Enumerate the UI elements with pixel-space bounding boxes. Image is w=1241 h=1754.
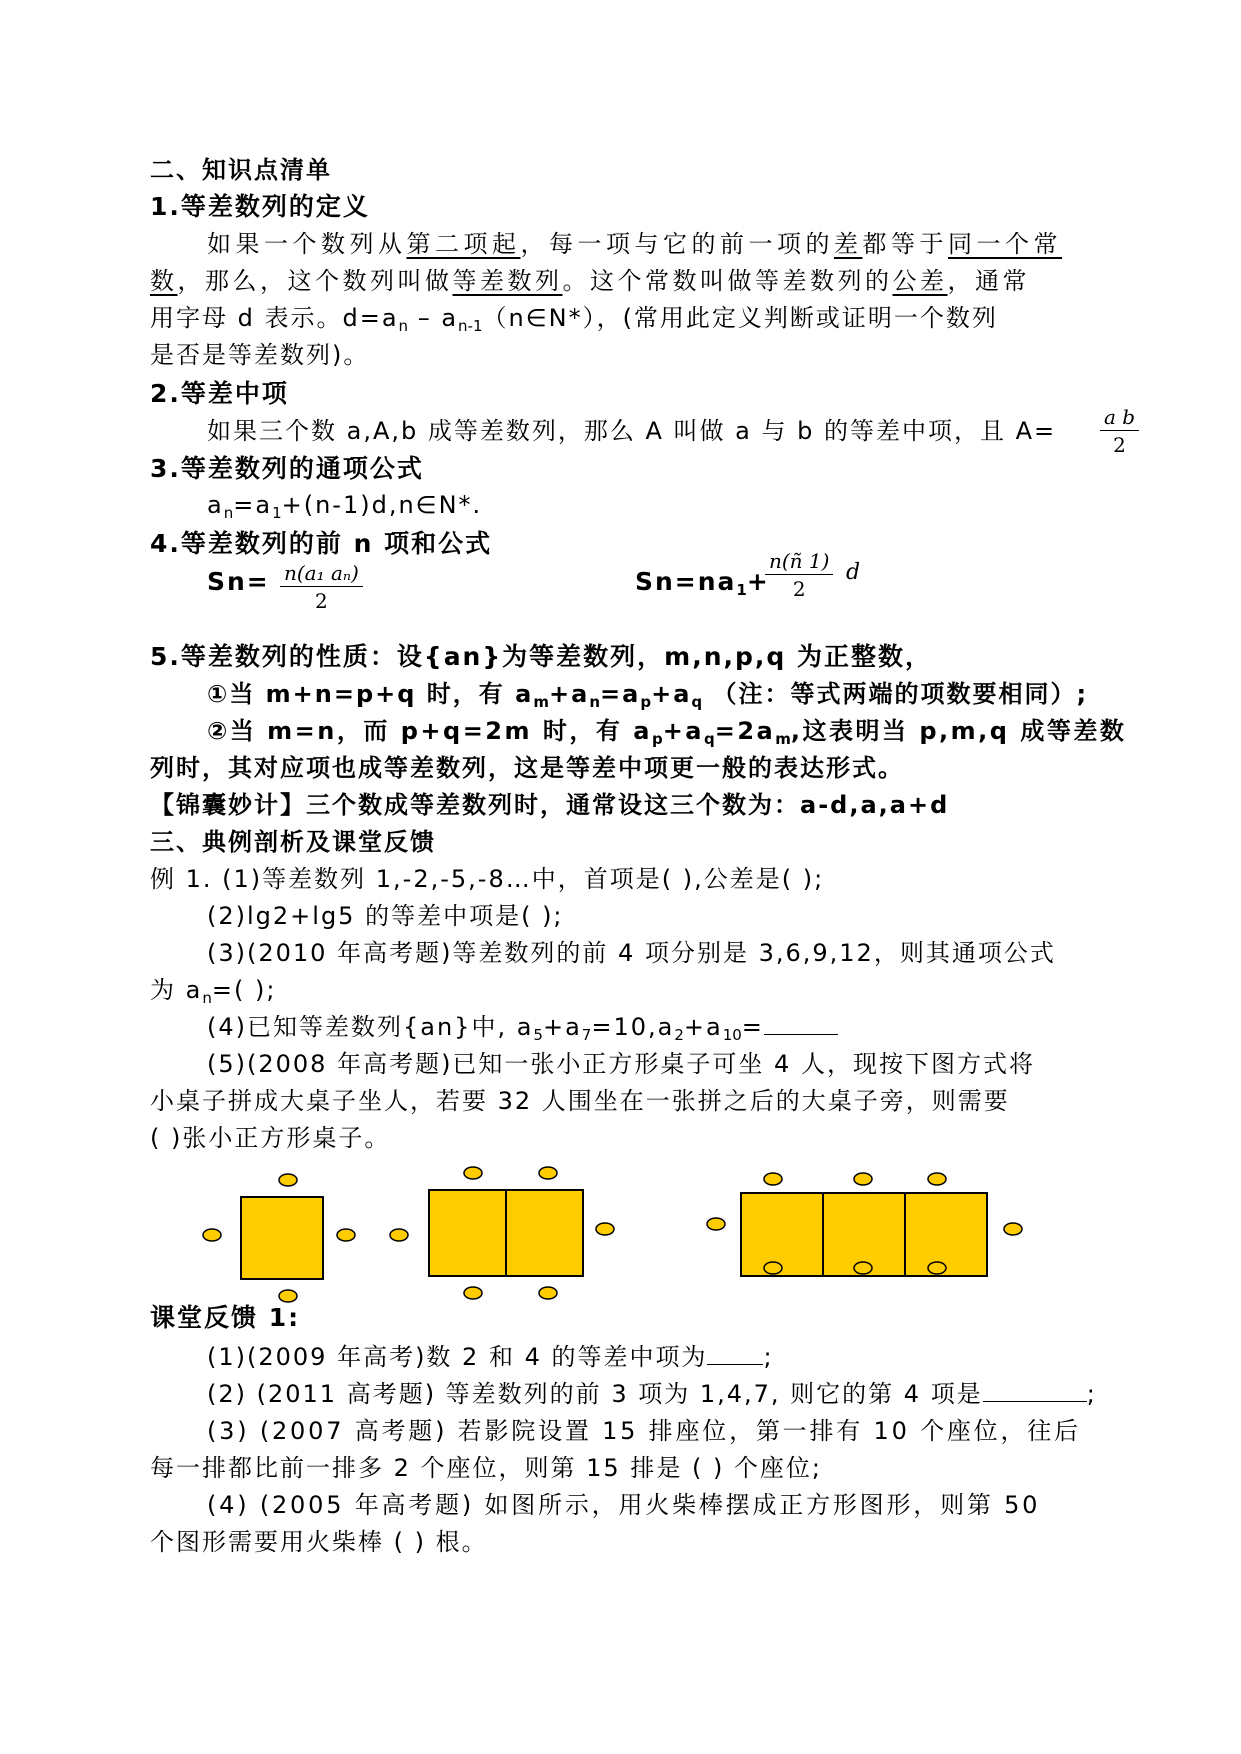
seat — [203, 1229, 221, 1241]
seat — [764, 1262, 782, 1274]
seat — [279, 1174, 297, 1186]
sum-formula-fraction-1: $\frac{\text{n(a₁ aₙ)}}{2}$ — [280, 560, 363, 615]
seat — [928, 1262, 946, 1274]
section-heading-knowledge: 二、知识点清单 — [150, 156, 332, 184]
sum-formula-d: d — [846, 560, 861, 585]
seat — [390, 1229, 408, 1241]
square-table — [741, 1193, 823, 1276]
example-1-3: (3)(2010 年高考题)等差数列的前 4 项分别是 3,6,9,12，则其通项公式 — [207, 939, 1056, 967]
middle-term-text: 如果三个数 a,A,b 成等差数列，那么 A 叫做 a 与 b 的等差中项，且 A= — [207, 417, 1057, 445]
seat — [539, 1167, 557, 1179]
example-1-5-line-3: ( )张小正方形桌子。 — [150, 1124, 391, 1152]
feedback-q2: (2) (2011 高考题) 等差数列的前 3 项为 1,4,7, 则它的第 4 项是 ; — [207, 1380, 1097, 1408]
example-1-5: (5)(2008 年高考题)已知一张小正方形桌子可坐 4 人，现按下图方式将 — [207, 1050, 1035, 1078]
square-table — [241, 1197, 323, 1279]
feedback-title: 课堂反馈 1: — [150, 1303, 301, 1332]
example-1-2: (2)lg2+lg5 的等差中项是( ); — [207, 902, 564, 930]
middle-term-title: 2.等差中项 — [150, 379, 289, 408]
sum-formula-label-1: Sn= — [207, 567, 270, 596]
feedback-q3-continued: 每一排都比前一排多 2 个座位，则第 15 排是 ( ) 个座位; — [150, 1454, 823, 1482]
example-1-3-continued: 为 $a_n=$( ); — [150, 976, 277, 1007]
definition-line-2: 数，那么，这个数列叫做等差数列。这个常数叫做等差数列的公差，通常 — [150, 267, 1030, 295]
seat — [464, 1167, 482, 1179]
seat — [539, 1287, 557, 1299]
seat — [707, 1218, 725, 1230]
property-title: 5.等差数列的性质：设{an}为等差数列，m,n,p,q 为正整数， — [150, 642, 932, 671]
square-table — [429, 1190, 506, 1276]
seat — [854, 1262, 872, 1274]
example-1-5-line-2: 小桌子拼成大桌子坐人，若要 32 人围坐在一张拼之后的大桌子旁，则需要 — [150, 1087, 1010, 1115]
definition-line-1: 如果一个数列从第二项起，每一项与它的前一项的差都等于同一个常 — [207, 230, 1062, 258]
feedback-q1: (1)(2009 年高考)数 2 和 4 的等差中项为 ; — [207, 1343, 774, 1371]
property-2: ②当 m=n，而 p+q=2m 时，有 $a_p+a_q=2a_m$,这表明当 p,m,q 成等差数 — [207, 717, 1127, 748]
definition-line-3: 用字母 d 表示。$d=a_n$ – $a_{n-1}(n\in N*)$，(常用此定义判断或证明一个数列 — [150, 304, 998, 335]
seat — [464, 1287, 482, 1299]
tip-text: 【锦囊妙计】三个数成等差数列时，通常设这三个数为：a-d,a,a+d — [150, 791, 950, 819]
feedback-q3: (3) (2007 高考题) 若影院设置 15 排座位，第一排有 10 个座位，往后 — [207, 1417, 1081, 1445]
seat — [337, 1229, 355, 1241]
square-table — [905, 1193, 987, 1276]
feedback-q4: (4) (2005 年高考题) 如图所示，用火柴棒摆成正方形图形，则第 50 — [207, 1491, 1041, 1519]
seat — [928, 1173, 946, 1185]
definition-line-4: 是否是等差数列)。 — [150, 341, 370, 369]
example-1-4: (4)已知等差数列{an}中, $a_5+a_7=10,a_2+a_{10}=$ — [207, 1010, 838, 1044]
property-1: ①当 m+n=p+q 时，有 $a_m+a_n=a_p+a_q$ （注：等式两端的项数要相同）; — [207, 680, 1089, 711]
square-table — [506, 1190, 583, 1276]
definition-title: 1.等差数列的定义 — [150, 192, 370, 221]
general-term-formula: $a_n=a_1+(n-1)d,n\in N*$. — [207, 491, 483, 522]
property-2-continued: 列时，其对应项也成等差数列，这是等差中项更一般的表达形式。 — [150, 754, 904, 782]
section-heading-examples: 三、典例剖析及课堂反馈 — [150, 828, 436, 856]
feedback-q4-continued: 个图形需要用火柴棒 ( ) 根。 — [150, 1528, 488, 1556]
answer-blank[interactable] — [707, 1344, 763, 1365]
example-1-1: 例 1. (1)等差数列 1,-2,-5,-8…中，首项是( ),公差是( ); — [150, 865, 825, 893]
seat — [764, 1173, 782, 1185]
seat — [1004, 1223, 1022, 1235]
seat — [854, 1173, 872, 1185]
middle-term-fraction: $\frac{\text{a b}}{2}$ — [1100, 404, 1139, 459]
sum-formula-title: 4.等差数列的前 n 项和公式 — [150, 529, 493, 558]
seat — [596, 1223, 614, 1235]
sum-formula-label-2: $Sn=na_1+$ — [635, 567, 770, 599]
answer-blank[interactable] — [983, 1381, 1087, 1402]
sum-formula-fraction-2: $\frac{n(ñ 1)}{2}$ — [765, 548, 833, 603]
general-term-title: 3.等差数列的通项公式 — [150, 454, 424, 483]
